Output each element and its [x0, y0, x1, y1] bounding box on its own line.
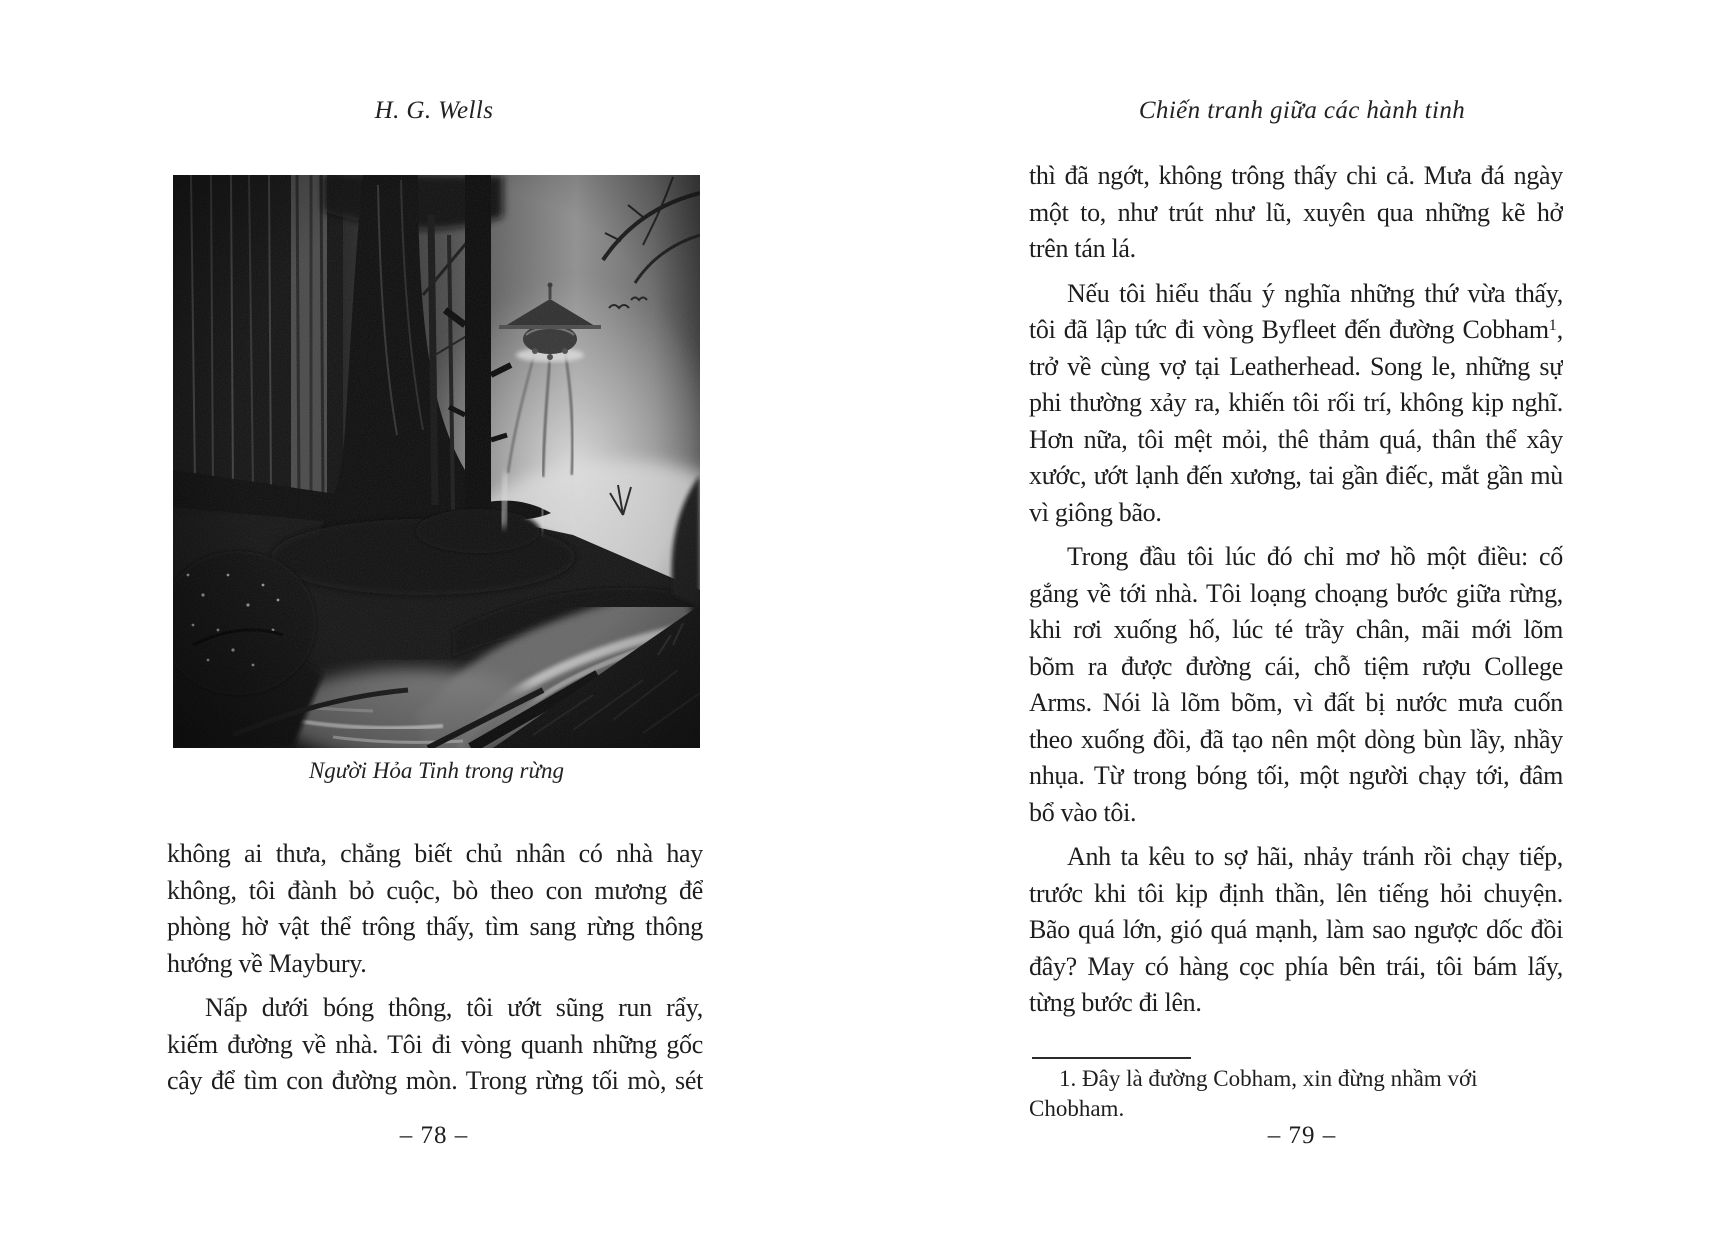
text-line: hướng về Maybury.	[167, 948, 367, 978]
paragraph	[167, 990, 703, 1100]
text-line: phi thường xảy ra, khiến tôi rối trí, không kịp nghĩ.	[1029, 388, 1563, 417]
text-line: xước, ướt lạnh đến xương, tai gần điếc, mắt gần mù	[1029, 461, 1563, 490]
paragraph	[1029, 539, 1563, 831]
text-line: không, tôi đành bỏ cuộc, bò theo con mương để	[167, 875, 703, 905]
text-line: Nếu tôi hiểu thấu ý nghĩa những thứ vừa thấy,	[1067, 278, 1563, 308]
text-line: Hơn nữa, tôi mệt mỏi, thê thảm quá, thân thể xây	[1029, 424, 1563, 454]
paragraph	[1029, 276, 1563, 532]
footnote-reference: 1	[1548, 317, 1557, 334]
running-head-author: H. G. Wells	[374, 97, 494, 124]
figure-caption: Người Hỏa Tinh trong rừng	[308, 758, 565, 783]
text-line: Bão quá lớn, gió quá mạnh, làm sao ngược dốc đồi	[1029, 915, 1563, 944]
right-text-column	[1029, 158, 1563, 1022]
page-number-left: – 78 –	[399, 1122, 469, 1149]
text-line: nhụa. Từ trong bóng tối, một người chạy tới, đâm	[1029, 761, 1563, 790]
text-line: Trong đầu tôi lúc đó chỉ mơ hồ một điều: cố	[1067, 542, 1563, 571]
text-line: thì đã ngớt, không trông thấy chi cả. Mưa đá ngày	[1029, 161, 1563, 190]
footnote: 1. Đây là đường Cobham, xin đừng nhầm với Chobham.	[1029, 1066, 1478, 1121]
text-line: không ai thưa, chẳng biết chủ nhân có nhà hay	[167, 839, 703, 868]
text-line: Nấp dưới bóng thông, tôi ướt sũng run rẩy,	[205, 993, 703, 1022]
text-line: phòng hờ vật thể trông thấy, tìm sang rừng thông	[167, 912, 703, 941]
text-line: tôi đã lập tức đi vòng Byfleet đến đường Cobham$^1$,	[1029, 315, 1563, 344]
martian-forest-illustration	[173, 175, 700, 748]
text-line: cây để tìm con đường mòn. Trong rừng tối mò, sét	[167, 1066, 703, 1095]
paragraph	[1029, 158, 1563, 268]
text-line: bổ vào tôi.	[1029, 797, 1137, 827]
left-text-column	[167, 836, 703, 1100]
text-line: trở về cùng vợ tại Leatherhead. Song le, những sự	[1029, 351, 1563, 381]
text-line: một to, như trút như lũ, xuyên qua những kẽ hở	[1029, 197, 1563, 227]
text-line: theo xuống đồi, đã tạo nên một dòng bùn lầy, nhầy	[1029, 724, 1563, 754]
text-line: kiếm đường về nhà. Tôi đi vòng quanh những gốc	[167, 1029, 703, 1059]
paragraph	[1029, 839, 1563, 1022]
text-line: Arms. Nói là lõm bõm, vì đất bị nước mưa cuốn	[1029, 688, 1563, 717]
text-line: vì giông bão.	[1029, 497, 1162, 527]
text-line: trên tán lá.	[1029, 234, 1136, 263]
text-line: bõm ra được đường cái, chỗ tiệm rượu College	[1029, 651, 1563, 681]
text-line: gắng về tới nhà. Tôi loạng choạng bước giữa rừng,	[1029, 578, 1563, 608]
running-head-title: Chiến tranh giữa các hành tinh	[1138, 97, 1466, 124]
footnote-rule	[1032, 1057, 1191, 1059]
page-number-right: – 79 –	[1267, 1122, 1337, 1149]
paragraph	[167, 836, 703, 982]
text-line: khi rơi xuống hố, lúc té trầy chân, mãi mới lõm	[1029, 615, 1563, 644]
text-line: đây? May có hàng cọc phía bên trái, tôi bám lấy,	[1029, 951, 1563, 981]
text-line: Anh ta kêu to sợ hãi, nhảy tránh rồi chạy tiếp,	[1067, 842, 1563, 871]
text-line: từng bước đi lên.	[1029, 988, 1202, 1017]
text-line: trước khi tôi kịp định thần, lên tiếng hỏi chuyện.	[1029, 878, 1563, 908]
